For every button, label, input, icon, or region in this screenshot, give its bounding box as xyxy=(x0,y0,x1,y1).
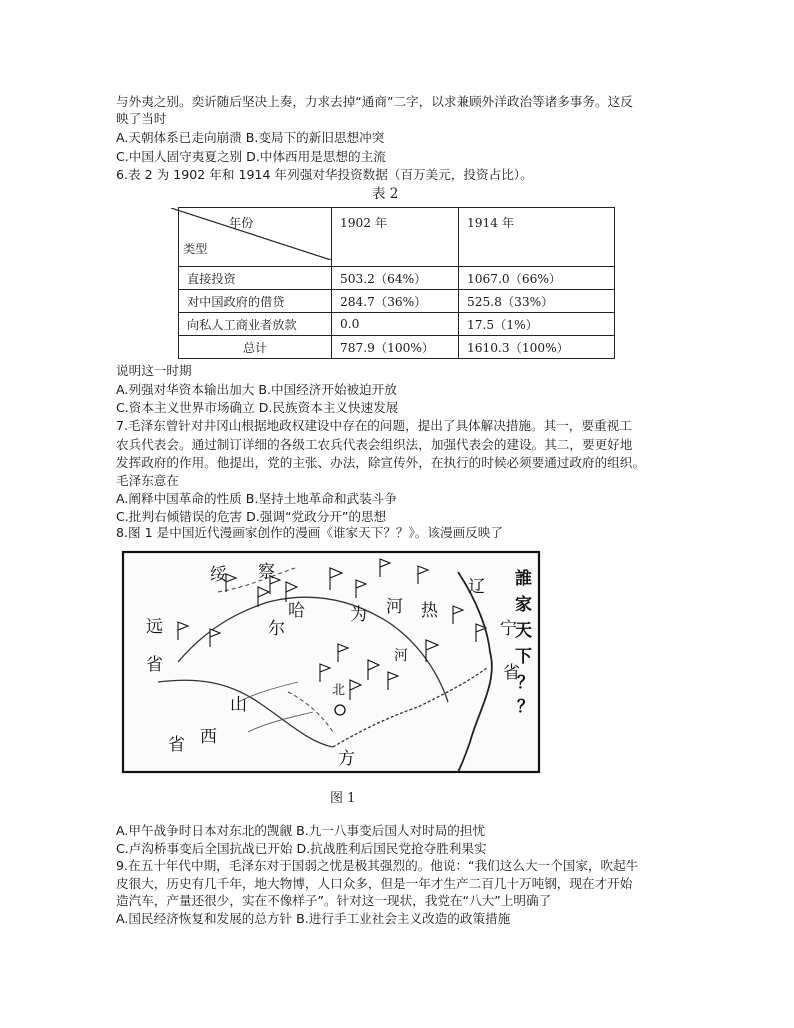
row-1902: 503.2（64%） xyxy=(332,267,459,290)
map-label: 省 xyxy=(503,663,520,683)
table-caption: 表 2 xyxy=(372,186,399,202)
map-label: 省 xyxy=(146,655,163,675)
row-1914: 1610.3（100%） xyxy=(459,336,615,359)
question-text: 造汽车，产量还很少，实在不像样子”。针对这一现状，我党在“八大”上明确了 xyxy=(116,893,552,908)
cartoon-title-char: ？ xyxy=(517,697,534,717)
header-year-label: 年份 xyxy=(229,216,254,230)
header-type-label: 类型 xyxy=(183,242,208,256)
map-label: 为 xyxy=(350,605,367,625)
row-1902: 787.9（100%） xyxy=(332,336,459,359)
row-1914: 525.8（33%） xyxy=(459,290,615,313)
question-9-stem: 9.在五十年代中期，毛泽东对于国弱之忧是极其强烈的。他说：“我们这么大一个国家，吹起牛 xyxy=(116,858,639,873)
row-1914: 1067.0（66%） xyxy=(459,267,615,290)
header-1902: 1902 年 xyxy=(332,208,459,267)
row-1902: 284.7（36%） xyxy=(332,290,459,313)
row-1902: 0.0 xyxy=(332,313,459,336)
map-label: 热 xyxy=(421,601,438,621)
map-label: 山 xyxy=(230,695,247,715)
table-row xyxy=(179,313,615,336)
map-label: 尔 xyxy=(268,619,285,639)
row-1914: 17.5（1%） xyxy=(459,313,615,336)
option-line: C.批判右倾错误的危害 D.强调“党政分开”的思想 xyxy=(116,509,387,524)
map-label: 省 xyxy=(168,735,185,755)
map-label: 哈 xyxy=(288,601,305,621)
question-text: 皮很大，历史有几千年，地大物博，人口众多，但是一年才生产二百几十万吨钢，现在才开始 xyxy=(116,876,633,891)
option-line: A.列强对华资本输出加大 B.中国经济开始被迫开放 xyxy=(116,382,397,397)
table-row xyxy=(179,336,615,359)
cartoon-title-char: 天 xyxy=(515,621,532,641)
option-line: C.中国人固守夷夏之别 D.中体西用是思想的主流 xyxy=(116,149,386,164)
map-label: 辽 xyxy=(468,577,485,597)
header-1914: 1914 年 xyxy=(459,208,615,267)
map-label: 河 xyxy=(386,597,403,617)
table-row xyxy=(179,267,615,290)
figure-caption: 图 1 xyxy=(330,791,356,806)
map-label: 河 xyxy=(394,648,408,664)
cartoon-title-char: 誰 xyxy=(515,569,532,589)
map-label: 察 xyxy=(258,562,275,582)
cartoon-map-image xyxy=(118,532,552,777)
map-label: 绥 xyxy=(210,565,227,585)
option-line: A.甲午战争时日本对东北的觊觎 B.九一八事变后国人对时局的担忧 xyxy=(116,823,486,838)
table-header-row xyxy=(179,208,615,267)
cartoon-title-char: 下 xyxy=(515,647,532,667)
map-label: 北 xyxy=(332,683,346,698)
question-8-stem: 8.图 1 是中国近代漫画家创作的漫画《谁家天下？？》。该漫画反映了 xyxy=(116,525,503,540)
question-text: 发挥政府的作用。他提出，党的主张、办法，除宣传外，在执行的时候必须要通过政府的组织。 xyxy=(116,455,645,470)
question-7-stem: 7.毛泽东曾针对井冈山根据地政权建设中存在的问题，提出了具体解决措施。其一，要重视工 xyxy=(116,418,632,433)
map-label: 方 xyxy=(338,749,355,769)
cartoon-title-char: 家 xyxy=(515,595,532,615)
question-text: 农兵代表会。通过制订详细的各级工农兵代表会组织法，加强代表会的建设。其二，要更好地 xyxy=(116,437,633,452)
option-line: C.资本主义世界市场确立 D.民族资本主义快速发展 xyxy=(116,400,399,415)
map-label: 远 xyxy=(146,617,163,637)
row-type: 对中国政府的借贷 xyxy=(179,290,332,313)
question-text: 说明这一时期 xyxy=(116,363,192,378)
cartoon-title-char: ？ xyxy=(517,673,534,693)
option-line: A.天朝体系已走向崩溃 B.变局下的新旧思想冲突 xyxy=(116,130,385,145)
question-text: 毛泽东意在 xyxy=(116,473,179,488)
option-line: C.卢沟桥事变后全国抗战已开始 D.抗战胜利后国民党抢夺胜利果实 xyxy=(116,841,487,856)
map-label: 宁 xyxy=(500,619,517,639)
map-label: 西 xyxy=(200,727,217,747)
diagonal-header-cell xyxy=(179,208,332,267)
row-type: 总计 xyxy=(179,336,332,359)
option-line: A.阐释中国革命的性质 B.坚持土地革命和武装斗争 xyxy=(116,491,397,506)
row-type: 向私人工商业者放款 xyxy=(179,313,332,336)
question-6-stem: 6.表 2 为 1902 年和 1914 年列强对华投资数据（百万美元，投资占比）。 xyxy=(116,167,533,182)
investment-table xyxy=(178,207,615,359)
option-line: A.国民经济恢复和发展的总方针 B.进行手工业社会主义改造的政策措施 xyxy=(116,911,511,926)
table-row xyxy=(179,290,615,313)
question-text: 映了当时 xyxy=(116,111,167,126)
question-text: 与外夷之别。奕䜣随后坚决上奏，力求去掉“通商”二字，以求兼顾外洋政治等诸多事务。这反 xyxy=(116,94,633,109)
row-type: 直接投资 xyxy=(179,267,332,290)
